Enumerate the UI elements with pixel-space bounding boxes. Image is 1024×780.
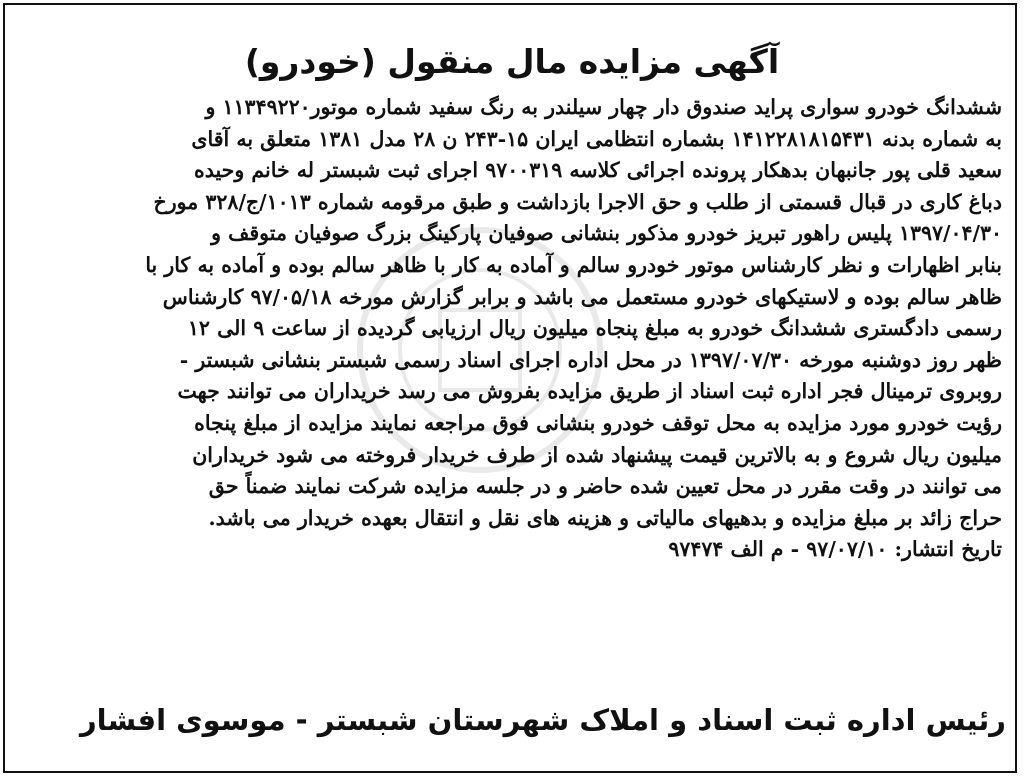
body-line: دباغ کاری در قبال قسمتی از طلب و حق الاجرا بازداشت و طبق مرقومه شماره ۱۰۱۳/ج/۳۲۸ مورخ	[153, 189, 1002, 214]
body-line: رؤیت خودرو مورد مزایده به محل توقف خودرو بنشانی فوق مراجعه نمایند مزایده از مبلغ پنجاه	[194, 410, 1002, 435]
notice-body	[22, 92, 1002, 534]
signature: رئیس اداره ثبت اسناد و املاک شهرستان شبستر - موسوی افشار	[79, 703, 1006, 737]
body-line: ظهر روز دوشنبه مورخه ۱۳۹۷/۰۷/۳۰ در محل اداره اجرای اسناد رسمی شبستر بنشانی شبستر -	[179, 347, 1002, 372]
body-line: به شماره بدنه ۱۴۱۲۲۸۱۸۱۵۴۳۱ بشماره انتظامی ایران ۱۵-۲۴۳ ن ۲۸ مدل ۱۳۸۱ متعلق به آقای	[191, 126, 1002, 151]
body-line: حراج زائد بر مبلغ مزایده و بدهیهای مالیاتی و هزینه های نقل و انتقال بعهده خریدار می باشد.	[208, 505, 1002, 530]
body-line: رسمی دادگستری ششدانگ خودرو به مبلغ پنجاه میلیون ریال ارزیابی گردیده از ساعت ۹ الی ۱۲	[187, 316, 1002, 341]
body-line: بنابر اظهارات و نظر کارشناس موتور خودرو سالم و آماده به کار با ظاهر سالم بوده و آماده به کار با	[145, 252, 1002, 277]
body-line: ششدانگ خودرو سواری پراید صندوق دار چهار سیلندر به رنگ سفید شماره موتور۱۱۳۴۹۲۲۰ و	[205, 95, 1002, 119]
body-line: ۱۳۹۷/۰۴/۳۰ پلیس راهور تبریز خودرو مذکور بنشانی صوفیان پارکینگ بزرگ صوفیان متوقف و	[211, 221, 1002, 246]
body-line: میلیون ریال شروع و به بالاترین قیمت پیشنهاد شده از طرف خریدار فروخته می شود خریداران	[192, 442, 1002, 467]
auction-notice	[14, 40, 1010, 775]
body-line: ظاهر سالم بوده و لاستیکهای خودرو مستعمل می باشد و برابر گزارش مورخه ۹۷/۰۵/۱۸ کارشناس	[162, 284, 1002, 309]
body-line: سعید قلی پور جانبهان بدهکار پرونده اجرائی کلاسه ۹۷۰۰۳۱۹ اجرای ثبت شبستر له خانم وحیده	[194, 158, 1002, 183]
notice-title: آگهی مزایده مال منقول (خودرو)	[244, 42, 780, 81]
publication-date: تاریخ انتشار: ۹۷/۰۷/۱۰ - م الف ۹۷۴۷۴	[668, 537, 1002, 562]
body-line: روبروی ترمینال فجر اداره ثبت اسناد از طریق مزایده بفروش می رسد خریداران می توانند جهت	[177, 379, 1002, 404]
body-line: می توانند در وقت مقرر در محل تعیین شده حاضر و در جلسه مزایده شرکت نمایند ضمناً حق	[208, 474, 1002, 499]
